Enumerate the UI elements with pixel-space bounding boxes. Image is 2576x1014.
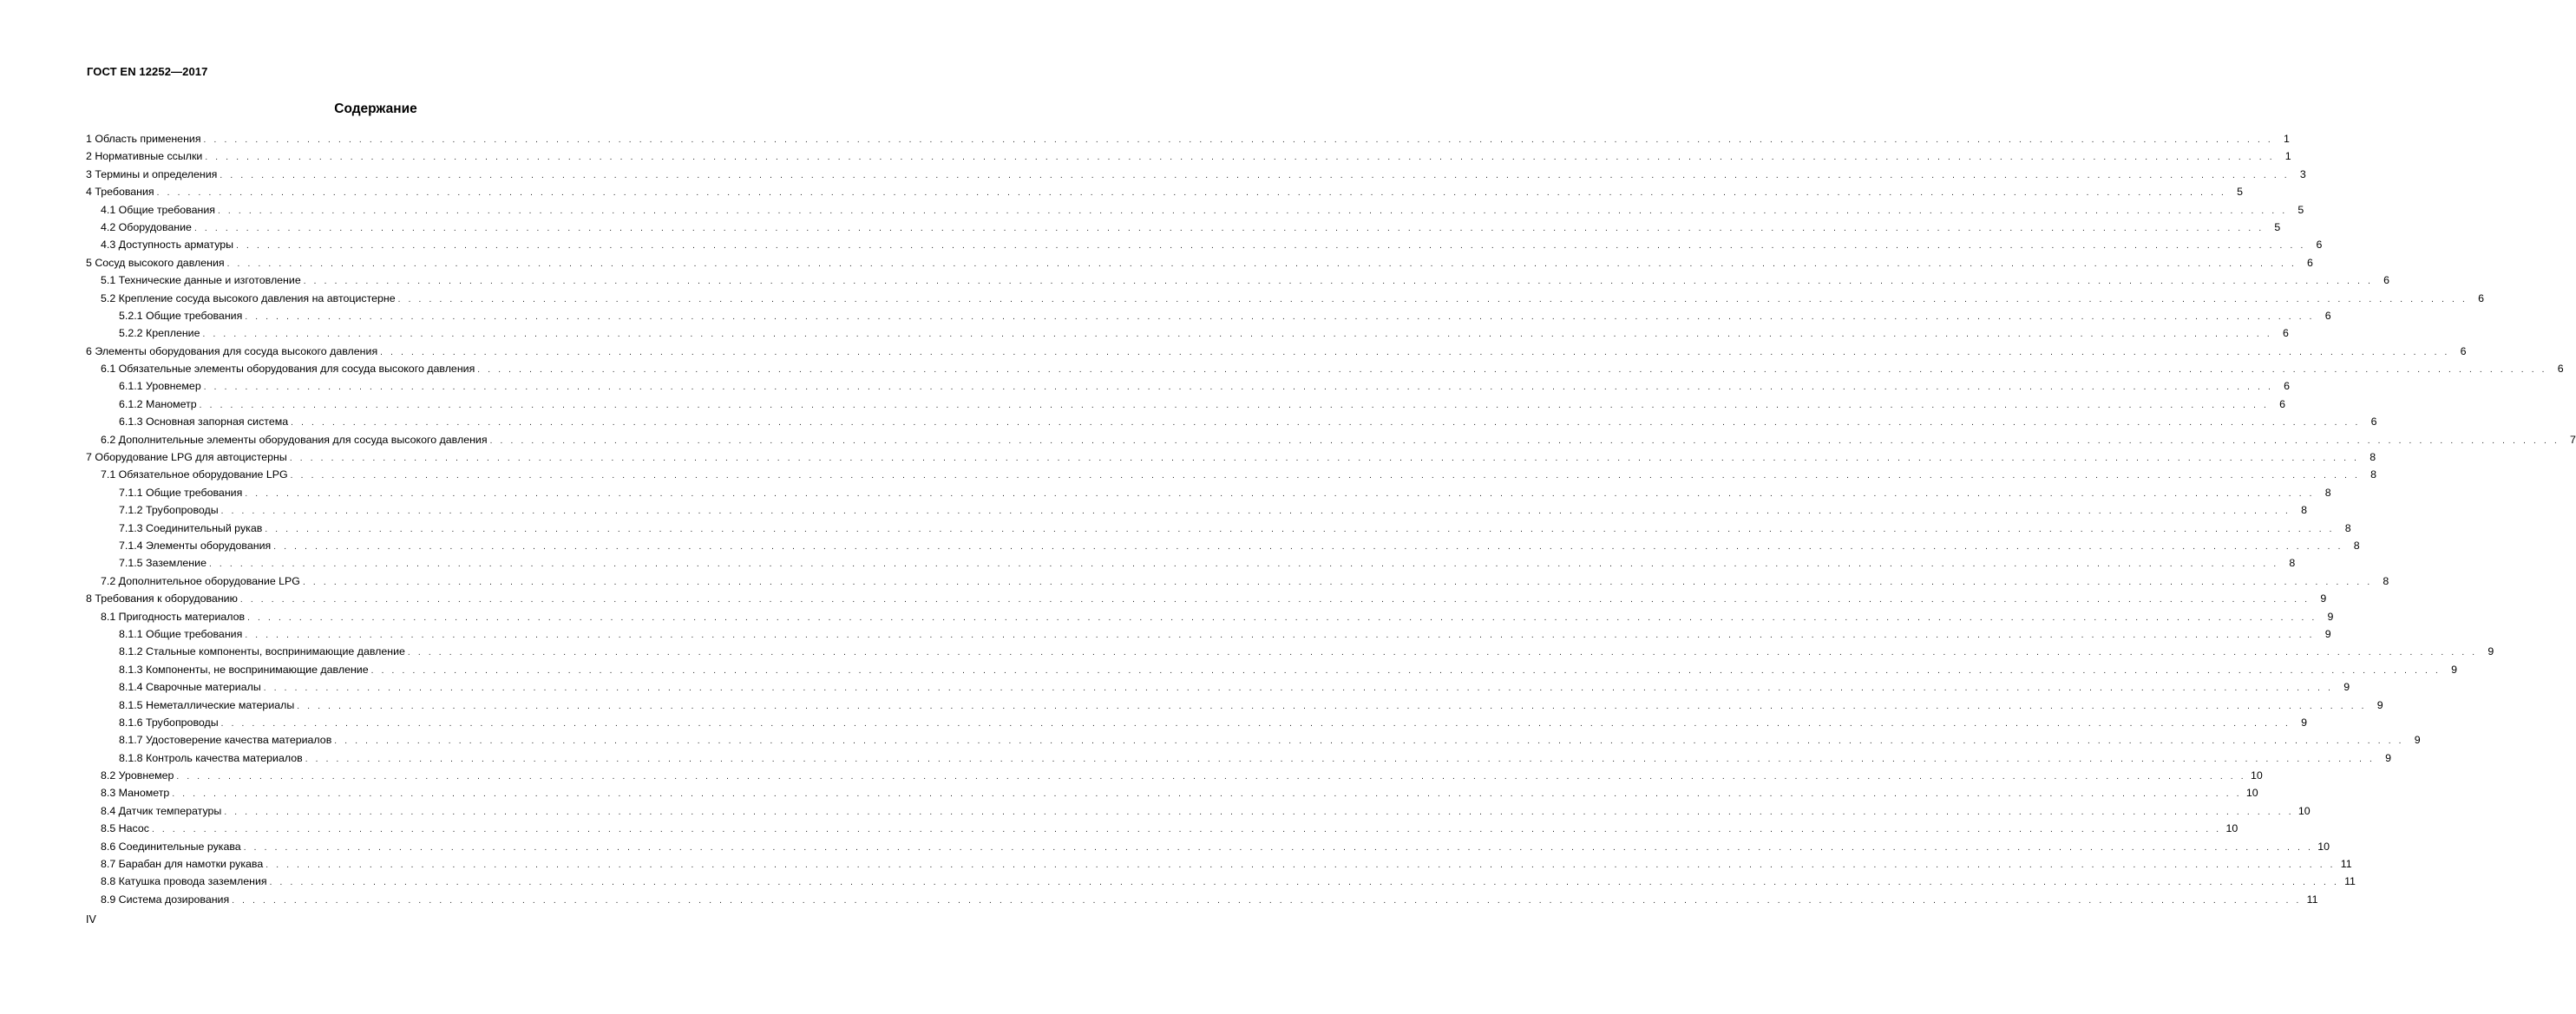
toc-dot-leader: . . . . . . . . . . . . . . . . . . . . . . . . . . . . . . . . . . . . . . . . . . . . . . . . . . . . . . . . . . . . . . . . . . . . . . . . . . . . . . . . . . . . . . . . . . . . . . . . . . . . . . . . . . . . . . . . . . . . . . . . . . . . . . . . . . . . . . . . . . . . . . . . . . . . . . . . . . . . . . . . . . . . . . . . . . . . . . . . . . . . . . . . . . . . . . . . . . . . . . . . bbox=[489, 435, 2560, 446]
toc-dot-leader: . . . . . . . . . . . . . . . . . . . . . . . . . . . . . . . . . . . . . . . . . . . . . . . . . . . . . . . . . . . . . . . . . . . . . . . . . . . . . . . . . . . . . . . . . . . . . . . . . . . . . . . . . . . . . . . . . . . . . . . . . . . . . . . . . . . . . . . . . . . . . . . . . . . . . . . . . . . . . . . . . . . . . . . . . . . . . . . . . . . . . . . . . . . . . . . . . . . . . . . . bbox=[305, 754, 2376, 764]
toc-entry-label: 7.1.2 Трубопроводы bbox=[119, 504, 219, 517]
toc-entry-label: 4.2 Оборудование bbox=[101, 220, 192, 233]
toc-dot-leader: . . . . . . . . . . . . . . . . . . . . . . . . . . . . . . . . . . . . . . . . . . . . . . . . . . . . . . . . . . . . . . . . . . . . . . . . . . . . . . . . . . . . . . . . . . . . . . . . . . . . . . . . . . . . . . . . . . . . . . . . . . . . . . . . . . . . . . . . . . . . . . . . . . . . . . . . . . . . . . . . . . . . . . . . . . . . . . . . . . . . . . . . . . . . . . . . . . . . . . . . bbox=[199, 400, 2270, 410]
toc-entry-label: 8.1.4 Сварочные материалы bbox=[119, 681, 261, 694]
toc-dot-leader: . . . . . . . . . . . . . . . . . . . . . . . . . . . . . . . . . . . . . . . . . . . . . . . . . . . . . . . . . . . . . . . . . . . . . . . . . . . . . . . . . . . . . . . . . . . . . . . . . . . . . . . . . . . . . . . . . . . . . . . . . . . . . . . . . . . . . . . . . . . . . . . . . . . . . . . . . . . . . . . . . . . . . . . . . . . . . . . . . . . . . . . . . . . . . . . . . . . . . . . . bbox=[302, 577, 2373, 587]
toc-dot-leader: . . . . . . . . . . . . . . . . . . . . . . . . . . . . . . . . . . . . . . . . . . . . . . . . . . . . . . . . . . . . . . . . . . . . . . . . . . . . . . . . . . . . . . . . . . . . . . . . . . . . . . . . . . . . . . . . . . . . . . . . . . . . . . . . . . . . . . . . . . . . . . . . . . . . . . . . . . . . . . . . . . . . . . . . . . . . . . . . . . . . . . . . . . . . . . . . . . . . . . . . bbox=[224, 807, 2294, 817]
toc-dot-leader: . . . . . . . . . . . . . . . . . . . . . . . . . . . . . . . . . . . . . . . . . . . . . . . . . . . . . . . . . . . . . . . . . . . . . . . . . . . . . . . . . . . . . . . . . . . . . . . . . . . . . . . . . . . . . . . . . . . . . . . . . . . . . . . . . . . . . . . . . . . . . . . . . . . . . . . . . . . . . . . . . . . . . . . . . . . . . . . . . . . . . . . . . . . . . . . . . . . . . . . . bbox=[273, 541, 2343, 552]
toc-entry-page: 10 bbox=[2225, 822, 2238, 835]
toc-entry-page: 9 bbox=[2320, 592, 2327, 605]
toc-dot-leader: . . . . . . . . . . . . . . . . . . . . . . . . . . . . . . . . . . . . . . . . . . . . . . . . . . . . . . . . . . . . . . . . . . . . . . . . . . . . . . . . . . . . . . . . . . . . . . . . . . . . . . . . . . . . . . . . . . . . . . . . . . . . . . . . . . . . . . . . . . . . . . . . . . . . . . . . . . . . . . . . . . . . . . . . . . . . . . . . . . . . . . . . . . . . . . . . . . . . . . . . bbox=[193, 223, 2265, 233]
toc-dot-leader: . . . . . . . . . . . . . . . . . . . . . . . . . . . . . . . . . . . . . . . . . . . . . . . . . . . . . . . . . . . . . . . . . . . . . . . . . . . . . . . . . . . . . . . . . . . . . . . . . . . . . . . . . . . . . . . . . . . . . . . . . . . . . . . . . . . . . . . . . . . . . . . . . . . . . . . . . . . . . . . . . . . . . . . . . . . . . . . . . . . . . . . . . . . . . . . . . . . . . . . . bbox=[247, 612, 2317, 623]
toc-entry[interactable] bbox=[86, 784, 2258, 801]
toc-dot-leader: . . . . . . . . . . . . . . . . . . . . . . . . . . . . . . . . . . . . . . . . . . . . . . . . . . . . . . . . . . . . . . . . . . . . . . . . . . . . . . . . . . . . . . . . . . . . . . . . . . . . . . . . . . . . . . . . . . . . . . . . . . . . . . . . . . . . . . . . . . . . . . . . . . . . . . . . . . . . . . . . . . . . . . . . . . . . . . . . . . . . . . . . . . . . . . . . . . . . . . . . bbox=[397, 294, 2468, 304]
toc-dot-leader: . . . . . . . . . . . . . . . . . . . . . . . . . . . . . . . . . . . . . . . . . . . . . . . . . . . . . . . . . . . . . . . . . . . . . . . . . . . . . . . . . . . . . . . . . . . . . . . . . . . . . . . . . . . . . . . . . . . . . . . . . . . . . . . . . . . . . . . . . . . . . . . . . . . . . . . . . . . . . . . . . . . . . . . . . . . . . . . . . . . . . . . . . . . . . . . . . . . . . . . . bbox=[370, 665, 2441, 676]
toc-dot-leader: . . . . . . . . . . . . . . . . . . . . . . . . . . . . . . . . . . . . . . . . . . . . . . . . . . . . . . . . . . . . . . . . . . . . . . . . . . . . . . . . . . . . . . . . . . . . . . . . . . . . . . . . . . . . . . . . . . . . . . . . . . . . . . . . . . . . . . . . . . . . . . . . . . . . . . . . . . . . . . . . . . . . . . . . . . . . . . . . . . . . . . . . . . . . . . . . . . . . . . . . bbox=[172, 789, 2242, 800]
toc-dot-leader: . . . . . . . . . . . . . . . . . . . . . . . . . . . . . . . . . . . . . . . . . . . . . . . . . . . . . . . . . . . . . . . . . . . . . . . . . . . . . . . . . . . . . . . . . . . . . . . . . . . . . . . . . . . . . . . . . . . . . . . . . . . . . . . . . . . . . . . . . . . . . . . . . . . . . . . . . . . . . . . . . . . . . . . . . . . . . . . . . . . . . . . . . . . . . . . . . . . . . . . . bbox=[226, 258, 2297, 269]
toc-dot-leader: . . . . . . . . . . . . . . . . . . . . . . . . . . . . . . . . . . . . . . . . . . . . . . . . . . . . . . . . . . . . . . . . . . . . . . . . . . . . . . . . . . . . . . . . . . . . . . . . . . . . . . . . . . . . . . . . . . . . . . . . . . . . . . . . . . . . . . . . . . . . . . . . . . . . . . . . . . . . . . . . . . . . . . . . . . . . . . . . . . . . . . . . . . . . . . . . . . . . . . . . bbox=[334, 736, 2404, 747]
toc-entry-label: 8.8 Катушка провода заземления bbox=[101, 875, 267, 888]
toc-dot-leader: . . . . . . . . . . . . . . . . . . . . . . . . . . . . . . . . . . . . . . . . . . . . . . . . . . . . . . . . . . . . . . . . . . . . . . . . . . . . . . . . . . . . . . . . . . . . . . . . . . . . . . . . . . . . . . . . . . . . . . . . . . . . . . . . . . . . . . . . . . . . . . . . . . . . . . . . . . . . . . . . . . . . . . . . . . . . . . . . . . . . . . . . . . . . . . . . . . . . . . . . bbox=[151, 825, 2222, 835]
toc-dot-leader: . . . . . . . . . . . . . . . . . . . . . . . . . . . . . . . . . . . . . . . . . . . . . . . . . . . . . . . . . . . . . . . . . . . . . . . . . . . . . . . . . . . . . . . . . . . . . . . . . . . . . . . . . . . . . . . . . . . . . . . . . . . . . . . . . . . . . . . . . . . . . . . . . . . . . . . . . . . . . . . . . . . . . . . . . . . . . . . . . . . . . . . . . . . . . . . . . . . . . . . . bbox=[217, 206, 2288, 216]
toc-entry-label: 7.2 Дополнительное оборудование LPG bbox=[101, 574, 300, 587]
toc-entry-page: 9 bbox=[2301, 716, 2307, 729]
toc-entry-page: 6 bbox=[2279, 397, 2286, 410]
toc-entry-label: 5.2.2 Крепление bbox=[119, 327, 200, 340]
toc-entry-page: 6 bbox=[2383, 274, 2390, 287]
toc-entry[interactable] bbox=[86, 873, 2356, 890]
toc-entry-page: 11 bbox=[2306, 893, 2318, 906]
toc-entry[interactable] bbox=[86, 891, 2318, 908]
toc-entry[interactable] bbox=[86, 413, 2377, 430]
toc-dot-leader: . . . . . . . . . . . . . . . . . . . . . . . . . . . . . . . . . . . . . . . . . . . . . . . . . . . . . . . . . . . . . . . . . . . . . . . . . . . . . . . . . . . . . . . . . . . . . . . . . . . . . . . . . . . . . . . . . . . . . . . . . . . . . . . . . . . . . . . . . . . . . . . . . . . . . . . . . . . . . . . . . . . . . . . . . . . . . . . . . . . . . . . . . . . . . . . . . . . . . . . . bbox=[303, 277, 2374, 287]
toc-entry[interactable] bbox=[86, 572, 2389, 590]
toc-dot-leader: . . . . . . . . . . . . . . . . . . . . . . . . . . . . . . . . . . . . . . . . . . . . . . . . . . . . . . . . . . . . . . . . . . . . . . . . . . . . . . . . . . . . . . . . . . . . . . . . . . . . . . . . . . . . . . . . . . . . . . . . . . . . . . . . . . . . . . . . . . . . . . . . . . . . . . . . . . . . . . . . . . . . . . . . . . . . . . . . . . . . . . . . . . . . . . . . . . . . . . . . bbox=[239, 595, 2311, 605]
toc-entry[interactable] bbox=[86, 219, 2281, 236]
toc-entry[interactable] bbox=[86, 714, 2307, 731]
page-number: IV bbox=[86, 913, 96, 926]
toc-entry[interactable] bbox=[86, 377, 2291, 395]
toc-entry-page: 8 bbox=[2324, 486, 2331, 499]
toc-entry-label: 4.1 Общие требования bbox=[101, 203, 215, 216]
toc-entry-label: 8.1 Пригодность материалов bbox=[101, 610, 246, 623]
toc-entry-label: 1 Область применения bbox=[86, 133, 201, 145]
toc-entry[interactable] bbox=[86, 201, 2304, 219]
toc-entry[interactable] bbox=[86, 697, 2383, 714]
toc-entry-page: 6 bbox=[2557, 363, 2564, 376]
toc-entry[interactable] bbox=[86, 731, 2421, 749]
toc-dot-leader: . . . . . . . . . . . . . . . . . . . . . . . . . . . . . . . . . . . . . . . . . . . . . . . . . . . . . . . . . . . . . . . . . . . . . . . . . . . . . . . . . . . . . . . . . . . . . . . . . . . . . . . . . . . . . . . . . . . . . . . . . . . . . . . . . . . . . . . . . . . . . . . . . . . . . . . . . . . . . . . . . . . . . . . . . . . . . . . . . . . . . . . . . . . . . . . . . . . . . . . . bbox=[263, 684, 2334, 694]
toc-entry-label: 8.1.7 Удостоверение качества материалов bbox=[119, 734, 332, 747]
toc-entry[interactable] bbox=[86, 484, 2331, 501]
toc-entry-label: 8.2 Уровнемер bbox=[101, 769, 174, 782]
toc-entry-page: 8 bbox=[2289, 557, 2296, 570]
toc-entry-page: 5 bbox=[2297, 203, 2304, 216]
toc-entry[interactable] bbox=[86, 749, 2392, 767]
toc-entry-label: 8.1.6 Трубопроводы bbox=[119, 716, 219, 729]
toc-entry-page: 9 bbox=[2385, 751, 2392, 764]
toc-entry-page: 8 bbox=[2370, 468, 2377, 481]
toc-entry[interactable] bbox=[86, 236, 2323, 253]
toc-entry-page: 9 bbox=[2376, 698, 2383, 711]
toc-entry-page: 9 bbox=[2414, 734, 2421, 747]
toc-dot-leader: . . . . . . . . . . . . . . . . . . . . . . . . . . . . . . . . . . . . . . . . . . . . . . . . . . . . . . . . . . . . . . . . . . . . . . . . . . . . . . . . . . . . . . . . . . . . . . . . . . . . . . . . . . . . . . . . . . . . . . . . . . . . . . . . . . . . . . . . . . . . . . . . . . . . . . . . . . . . . . . . . . . . . . . . . . . . . . . . . . . . . . . . . . . . . . . . . . . . . . . . bbox=[265, 524, 2335, 534]
toc-entry[interactable] bbox=[86, 590, 2327, 607]
toc-dot-leader: . . . . . . . . . . . . . . . . . . . . . . . . . . . . . . . . . . . . . . . . . . . . . . . . . . . . . . . . . . . . . . . . . . . . . . . . . . . . . . . . . . . . . . . . . . . . . . . . . . . . . . . . . . . . . . . . . . . . . . . . . . . . . . . . . . . . . . . . . . . . . . . . . . . . . . . . . . . . . . . . . . . . . . . . . . . . . . . . . . . . . . . . . . . . . . . . . . . . . . . . bbox=[220, 507, 2291, 517]
toc-dot-leader: . . . . . . . . . . . . . . . . . . . . . . . . . . . . . . . . . . . . . . . . . . . . . . . . . . . . . . . . . . . . . . . . . . . . . . . . . . . . . . . . . . . . . . . . . . . . . . . . . . . . . . . . . . . . . . . . . . . . . . . . . . . . . . . . . . . . . . . . . . . . . . . . . . . . . . . . . . . . . . . . . . . . . . . . . . . . . . . . . . . . . . . . . . . . . . . . . . . . . . . . bbox=[243, 842, 2314, 853]
toc-dot-leader: . . . . . . . . . . . . . . . . . . . . . . . . . . . . . . . . . . . . . . . . . . . . . . . . . . . . . . . . . . . . . . . . . . . . . . . . . . . . . . . . . . . . . . . . . . . . . . . . . . . . . . . . . . . . . . . . . . . . . . . . . . . . . . . . . . . . . . . . . . . . . . . . . . . . . . . . . . . . . . . . . . . . . . . . . . . . . . . . . . . . . . . . . . . . . . . . . . . . . . . . bbox=[477, 365, 2547, 376]
toc-entry[interactable] bbox=[86, 520, 2351, 537]
toc-entry-page: 11 bbox=[2340, 858, 2352, 871]
toc-entry[interactable] bbox=[86, 855, 2352, 873]
toc-entry-page: 9 bbox=[2451, 663, 2457, 676]
toc-dot-leader: . . . . . . . . . . . . . . . . . . . . . . . . . . . . . . . . . . . . . . . . . . . . . . . . . . . . . . . . . . . . . . . . . . . . . . . . . . . . . . . . . . . . . . . . . . . . . . . . . . . . . . . . . . . . . . . . . . . . . . . . . . . . . . . . . . . . . . . . . . . . . . . . . . . . . . . . . . . . . . . . . . . . . . . . . . . . . . . . . . . . . . . . . . . . . . . . . . . . . . . . bbox=[176, 772, 2246, 782]
toc-entry-page: 11 bbox=[2344, 875, 2356, 888]
toc-entry-label: 8.4 Датчик температуры bbox=[101, 804, 222, 817]
toc-entry-page: 8 bbox=[2383, 574, 2389, 587]
toc-entry-page: 6 bbox=[2284, 380, 2291, 393]
toc-entry[interactable] bbox=[86, 448, 2376, 466]
toc-entry-label: 4 Требования bbox=[86, 186, 154, 199]
toc-entry-label: 8 Требования к оборудованию bbox=[86, 592, 238, 605]
toc-entry-label: 6.1.3 Основная запорная система bbox=[119, 415, 289, 428]
toc-entry[interactable] bbox=[86, 324, 2289, 342]
toc-entry-label: 8.1.3 Компоненты, не воспринимающие давление bbox=[119, 663, 369, 676]
toc-entry[interactable] bbox=[86, 838, 2330, 855]
toc-entry[interactable] bbox=[86, 130, 2290, 147]
toc-entry-label: 8.1.2 Стальные компоненты, воспринимающие давление bbox=[119, 645, 405, 658]
toc-entry-page: 6 bbox=[2316, 239, 2323, 252]
toc-entry-label: 8.1.8 Контроль качества материалов bbox=[119, 751, 303, 764]
toc-entry-label: 7.1 Обязательное оборудование LPG bbox=[101, 468, 288, 481]
toc-dot-leader: . . . . . . . . . . . . . . . . . . . . . . . . . . . . . . . . . . . . . . . . . . . . . . . . . . . . . . . . . . . . . . . . . . . . . . . . . . . . . . . . . . . . . . . . . . . . . . . . . . . . . . . . . . . . . . . . . . . . . . . . . . . . . . . . . . . . . . . . . . . . . . . . . . . . . . . . . . . . . . . . . . . . . . . . . . . . . . . . . . . . . . . . . . . . . . . . . . . . . . . . bbox=[156, 188, 2227, 199]
toc-dot-leader: . . . . . . . . . . . . . . . . . . . . . . . . . . . . . . . . . . . . . . . . . . . . . . . . . . . . . . . . . . . . . . . . . . . . . . . . . . . . . . . . . . . . . . . . . . . . . . . . . . . . . . . . . . . . . . . . . . . . . . . . . . . . . . . . . . . . . . . . . . . . . . . . . . . . . . . . . . . . . . . . . . . . . . . . . . . . . . . . . . . . . . . . . . . . . . . . . . . . . . . . bbox=[205, 153, 2275, 163]
toc-entry[interactable] bbox=[86, 183, 2244, 200]
toc-entry-label: 3 Термины и определения bbox=[86, 167, 218, 180]
toc-entry-page: 6 bbox=[2282, 327, 2289, 340]
toc-entry-page: 10 bbox=[2250, 769, 2263, 782]
toc-entry-page: 1 bbox=[2284, 133, 2290, 145]
toc-entry-page: 5 bbox=[2274, 220, 2281, 233]
toc-entry-page: 6 bbox=[2460, 344, 2467, 357]
toc-entry-label: 8.1.1 Общие требования bbox=[119, 627, 243, 640]
toc-entry-label: 6.1.2 Манометр bbox=[119, 397, 197, 410]
toc-entry-label: 8.6 Соединительные рукава bbox=[101, 840, 241, 853]
toc-dot-leader: . . . . . . . . . . . . . . . . . . . . . . . . . . . . . . . . . . . . . . . . . . . . . . . . . . . . . . . . . . . . . . . . . . . . . . . . . . . . . . . . . . . . . . . . . . . . . . . . . . . . . . . . . . . . . . . . . . . . . . . . . . . . . . . . . . . . . . . . . . . . . . . . . . . . . . . . . . . . . . . . . . . . . . . . . . . . . . . . . . . . . . . . . . . . . . . . . . . . . . . . bbox=[220, 170, 2290, 180]
toc-entry[interactable] bbox=[86, 661, 2457, 678]
toc-entry-page: 6 bbox=[2324, 309, 2331, 322]
toc-dot-leader: . . . . . . . . . . . . . . . . . . . . . . . . . . . . . . . . . . . . . . . . . . . . . . . . . . . . . . . . . . . . . . . . . . . . . . . . . . . . . . . . . . . . . . . . . . . . . . . . . . . . . . . . . . . . . . . . . . . . . . . . . . . . . . . . . . . . . . . . . . . . . . . . . . . . . . . . . . . . . . . . . . . . . . . . . . . . . . . . . . . . . . . . . . . . . . . . . . . . . . . . bbox=[290, 471, 2361, 481]
toc-entry-page: 8 bbox=[2370, 451, 2376, 464]
toc-entry-label: 6 Элементы оборудования для сосуда высокого давления bbox=[86, 344, 378, 357]
toc-dot-leader: . . . . . . . . . . . . . . . . . . . . . . . . . . . . . . . . . . . . . . . . . . . . . . . . . . . . . . . . . . . . . . . . . . . . . . . . . . . . . . . . . . . . . . . . . . . . . . . . . . . . . . . . . . . . . . . . . . . . . . . . . . . . . . . . . . . . . . . . . . . . . . . . . . . . . . . . . . . . . . . . . . . . . . . . . . . . . . . . . . . . . . . . . . . . . . . . . . . . . . . . bbox=[245, 488, 2315, 499]
toc-entry[interactable] bbox=[86, 608, 2334, 625]
toc-entry-page: 6 bbox=[2370, 415, 2377, 428]
toc-entry-label: 7 Оборудование LPG для автоцистерны bbox=[86, 451, 287, 464]
toc-entry-label: 5.2 Крепление сосуда высокого давления на автоцистерне bbox=[101, 291, 396, 304]
toc-entry[interactable] bbox=[86, 290, 2484, 307]
document-standard-header: ГОСТ EN 12252—2017 bbox=[87, 65, 208, 78]
toc-entry-label: 5.1 Технические данные и изготовление bbox=[101, 274, 301, 287]
toc-entry-page: 9 bbox=[2488, 645, 2494, 658]
toc-entry-page: 1 bbox=[2284, 150, 2291, 163]
toc-entry[interactable] bbox=[86, 501, 2307, 519]
toc-entry[interactable] bbox=[86, 431, 2576, 448]
toc-entry[interactable] bbox=[86, 767, 2263, 784]
toc-dot-leader: . . . . . . . . . . . . . . . . . . . . . . . . . . . . . . . . . . . . . . . . . . . . . . . . . . . . . . . . . . . . . . . . . . . . . . . . . . . . . . . . . . . . . . . . . . . . . . . . . . . . . . . . . . . . . . . . . . . . . . . . . . . . . . . . . . . . . . . . . . . . . . . . . . . . . . . . . . . . . . . . . . . . . . . . . . . . . . . . . . . . . . . . . . . . . . . . . . . . . . . . bbox=[232, 895, 2302, 906]
toc-entry-label: 7.1.4 Элементы оборудования bbox=[119, 539, 272, 552]
toc-entry-page: 7 bbox=[2570, 433, 2576, 446]
toc-dot-leader: . . . . . . . . . . . . . . . . . . . . . . . . . . . . . . . . . . . . . . . . . . . . . . . . . . . . . . . . . . . . . . . . . . . . . . . . . . . . . . . . . . . . . . . . . . . . . . . . . . . . . . . . . . . . . . . . . . . . . . . . . . . . . . . . . . . . . . . . . . . . . . . . . . . . . . . . . . . . . . . . . . . . . . . . . . . . . . . . . . . . . . . . . . . . . . . . . . . . . . . . bbox=[245, 311, 2315, 322]
toc-entry-page: 6 bbox=[2478, 291, 2484, 304]
toc-entry-page: 9 bbox=[2343, 681, 2350, 694]
toc-entry-label: 8.3 Манометр bbox=[101, 787, 170, 800]
toc-entry[interactable] bbox=[86, 466, 2377, 483]
toc-dot-leader: . . . . . . . . . . . . . . . . . . . . . . . . . . . . . . . . . . . . . . . . . . . . . . . . . . . . . . . . . . . . . . . . . . . . . . . . . . . . . . . . . . . . . . . . . . . . . . . . . . . . . . . . . . . . . . . . . . . . . . . . . . . . . . . . . . . . . . . . . . . . . . . . . . . . . . . . . . . . . . . . . . . . . . . . . . . . . . . . . . . . . . . . . . . . . . . . . . . . . . . . bbox=[245, 630, 2315, 640]
toc-entry-label: 6.1 Обязательные элементы оборудования для сосуда высокого давления bbox=[101, 363, 475, 376]
toc-entry-page: 9 bbox=[2327, 610, 2334, 623]
toc-dot-leader: . . . . . . . . . . . . . . . . . . . . . . . . . . . . . . . . . . . . . . . . . . . . . . . . . . . . . . . . . . . . . . . . . . . . . . . . . . . . . . . . . . . . . . . . . . . . . . . . . . . . . . . . . . . . . . . . . . . . . . . . . . . . . . . . . . . . . . . . . . . . . . . . . . . . . . . . . . . . . . . . . . . . . . . . . . . . . . . . . . . . . . . . . . . . . . . . . . . . . . . . bbox=[269, 878, 2339, 888]
toc-entry[interactable] bbox=[86, 678, 2350, 696]
toc-dot-leader: . . . . . . . . . . . . . . . . . . . . . . . . . . . . . . . . . . . . . . . . . . . . . . . . . . . . . . . . . . . . . . . . . . . . . . . . . . . . . . . . . . . . . . . . . . . . . . . . . . . . . . . . . . . . . . . . . . . . . . . . . . . . . . . . . . . . . . . . . . . . . . . . . . . . . . . . . . . . . . . . . . . . . . . . . . . . . . . . . . . . . . . . . . . . . . . . . . . . . . . . bbox=[380, 347, 2450, 357]
toc-dot-leader: . . . . . . . . . . . . . . . . . . . . . . . . . . . . . . . . . . . . . . . . . . . . . . . . . . . . . . . . . . . . . . . . . . . . . . . . . . . . . . . . . . . . . . . . . . . . . . . . . . . . . . . . . . . . . . . . . . . . . . . . . . . . . . . . . . . . . . . . . . . . . . . . . . . . . . . . . . . . . . . . . . . . . . . . . . . . . . . . . . . . . . . . . . . . . . . . . . . . . . . . bbox=[291, 418, 2361, 428]
toc-entry[interactable] bbox=[86, 271, 2390, 289]
toc-entry-label: 4.3 Доступность арматуры bbox=[101, 239, 234, 252]
toc-dot-leader: . . . . . . . . . . . . . . . . . . . . . . . . . . . . . . . . . . . . . . . . . . . . . . . . . . . . . . . . . . . . . . . . . . . . . . . . . . . . . . . . . . . . . . . . . . . . . . . . . . . . . . . . . . . . . . . . . . . . . . . . . . . . . . . . . . . . . . . . . . . . . . . . . . . . . . . . . . . . . . . . . . . . . . . . . . . . . . . . . . . . . . . . . . . . . . . . . . . . . . . . bbox=[236, 241, 2306, 252]
toc-entry-label: 2 Нормативные ссылки bbox=[86, 150, 203, 163]
toc-entry[interactable] bbox=[86, 820, 2238, 837]
toc-entry-page: 8 bbox=[2301, 504, 2307, 517]
toc-entry[interactable] bbox=[86, 343, 2467, 360]
toc-dot-leader: . . . . . . . . . . . . . . . . . . . . . . . . . . . . . . . . . . . . . . . . . . . . . . . . . . . . . . . . . . . . . . . . . . . . . . . . . . . . . . . . . . . . . . . . . . . . . . . . . . . . . . . . . . . . . . . . . . . . . . . . . . . . . . . . . . . . . . . . . . . . . . . . . . . . . . . . . . . . . . . . . . . . . . . . . . . . . . . . . . . . . . . . . . . . . . . . . . . . . . . . bbox=[265, 860, 2336, 871]
toc-dot-leader: . . . . . . . . . . . . . . . . . . . . . . . . . . . . . . . . . . . . . . . . . . . . . . . . . . . . . . . . . . . . . . . . . . . . . . . . . . . . . . . . . . . . . . . . . . . . . . . . . . . . . . . . . . . . . . . . . . . . . . . . . . . . . . . . . . . . . . . . . . . . . . . . . . . . . . . . . . . . . . . . . . . . . . . . . . . . . . . . . . . . . . . . . . . . . . . . . . . . . . . . bbox=[297, 701, 2367, 711]
toc-dot-leader: . . . . . . . . . . . . . . . . . . . . . . . . . . . . . . . . . . . . . . . . . . . . . . . . . . . . . . . . . . . . . . . . . . . . . . . . . . . . . . . . . . . . . . . . . . . . . . . . . . . . . . . . . . . . . . . . . . . . . . . . . . . . . . . . . . . . . . . . . . . . . . . . . . . . . . . . . . . . . . . . . . . . . . . . . . . . . . . . . . . . . . . . . . . . . . . . . . . . . . . . bbox=[203, 135, 2273, 145]
toc-entry-label: 6.2 Дополнительные элементы оборудования для сосуда высокого давления bbox=[101, 433, 488, 446]
toc-entry[interactable] bbox=[86, 537, 2360, 554]
table-of-contents bbox=[86, 130, 2576, 908]
toc-entry[interactable] bbox=[86, 625, 2331, 643]
toc-entry[interactable] bbox=[86, 166, 2306, 183]
toc-entry-label: 8.9 Система дозирования bbox=[101, 893, 230, 906]
toc-entry[interactable] bbox=[86, 554, 2296, 572]
toc-entry-label: 8.5 Насос bbox=[101, 822, 149, 835]
toc-entry-page: 5 bbox=[2237, 186, 2244, 199]
toc-entry-label: 5 Сосуд высокого давления bbox=[86, 256, 225, 269]
toc-entry-page: 10 bbox=[2245, 787, 2258, 800]
toc-dot-leader: . . . . . . . . . . . . . . . . . . . . . . . . . . . . . . . . . . . . . . . . . . . . . . . . . . . . . . . . . . . . . . . . . . . . . . . . . . . . . . . . . . . . . . . . . . . . . . . . . . . . . . . . . . . . . . . . . . . . . . . . . . . . . . . . . . . . . . . . . . . . . . . . . . . . . . . . . . . . . . . . . . . . . . . . . . . . . . . . . . . . . . . . . . . . . . . . . . . . . . . . bbox=[202, 330, 2272, 340]
toc-entry[interactable] bbox=[86, 254, 2313, 271]
toc-entry-label: 8.1.5 Неметаллические материалы bbox=[119, 698, 295, 711]
toc-entry-label: 6.1.1 Уровнемер bbox=[119, 380, 201, 393]
toc-entry[interactable] bbox=[86, 802, 2311, 820]
toc-dot-leader: . . . . . . . . . . . . . . . . . . . . . . . . . . . . . . . . . . . . . . . . . . . . . . . . . . . . . . . . . . . . . . . . . . . . . . . . . . . . . . . . . . . . . . . . . . . . . . . . . . . . . . . . . . . . . . . . . . . . . . . . . . . . . . . . . . . . . . . . . . . . . . . . . . . . . . . . . . . . . . . . . . . . . . . . . . . . . . . . . . . . . . . . . . . . . . . . . . . . . . . . bbox=[220, 718, 2291, 729]
toc-entry-page: 10 bbox=[2317, 840, 2330, 853]
toc-title: Содержание bbox=[334, 101, 417, 116]
toc-dot-leader: . . . . . . . . . . . . . . . . . . . . . . . . . . . . . . . . . . . . . . . . . . . . . . . . . . . . . . . . . . . . . . . . . . . . . . . . . . . . . . . . . . . . . . . . . . . . . . . . . . . . . . . . . . . . . . . . . . . . . . . . . . . . . . . . . . . . . . . . . . . . . . . . . . . . . . . . . . . . . . . . . . . . . . . . . . . . . . . . . . . . . . . . . . . . . . . . . . . . . . . . bbox=[289, 454, 2360, 464]
toc-entry-page: 3 bbox=[2299, 167, 2306, 180]
toc-entry-label: 7.1.5 Заземление bbox=[119, 557, 206, 570]
toc-entry[interactable] bbox=[86, 360, 2564, 377]
toc-entry[interactable] bbox=[86, 147, 2291, 165]
toc-entry-page: 8 bbox=[2353, 539, 2360, 552]
toc-entry-page: 6 bbox=[2307, 256, 2313, 269]
toc-entry-page: 8 bbox=[2344, 521, 2351, 534]
toc-entry-page: 9 bbox=[2324, 627, 2331, 640]
toc-entry[interactable] bbox=[86, 643, 2494, 660]
toc-dot-leader: . . . . . . . . . . . . . . . . . . . . . . . . . . . . . . . . . . . . . . . . . . . . . . . . . . . . . . . . . . . . . . . . . . . . . . . . . . . . . . . . . . . . . . . . . . . . . . . . . . . . . . . . . . . . . . . . . . . . . . . . . . . . . . . . . . . . . . . . . . . . . . . . . . . . . . . . . . . . . . . . . . . . . . . . . . . . . . . . . . . . . . . . . . . . . . . . . . . . . . . . bbox=[203, 383, 2274, 393]
toc-entry-label: 8.7 Барабан для намотки рукава bbox=[101, 858, 264, 871]
toc-entry-page: 10 bbox=[2297, 804, 2311, 817]
toc-entry[interactable] bbox=[86, 396, 2286, 413]
toc-entry[interactable] bbox=[86, 307, 2331, 324]
toc-dot-leader: . . . . . . . . . . . . . . . . . . . . . . . . . . . . . . . . . . . . . . . . . . . . . . . . . . . . . . . . . . . . . . . . . . . . . . . . . . . . . . . . . . . . . . . . . . . . . . . . . . . . . . . . . . . . . . . . . . . . . . . . . . . . . . . . . . . . . . . . . . . . . . . . . . . . . . . . . . . . . . . . . . . . . . . . . . . . . . . . . . . . . . . . . . . . . . . . . . . . . . . . bbox=[208, 559, 2279, 570]
toc-entry-label: 7.1.3 Соединительный рукав bbox=[119, 521, 263, 534]
toc-entry-label: 5.2.1 Общие требования bbox=[119, 309, 243, 322]
toc-entry-label: 7.1.1 Общие требования bbox=[119, 486, 243, 499]
toc-dot-leader: . . . . . . . . . . . . . . . . . . . . . . . . . . . . . . . . . . . . . . . . . . . . . . . . . . . . . . . . . . . . . . . . . . . . . . . . . . . . . . . . . . . . . . . . . . . . . . . . . . . . . . . . . . . . . . . . . . . . . . . . . . . . . . . . . . . . . . . . . . . . . . . . . . . . . . . . . . . . . . . . . . . . . . . . . . . . . . . . . . . . . . . . . . . . . . . . . . . . . . . . bbox=[407, 648, 2478, 658]
